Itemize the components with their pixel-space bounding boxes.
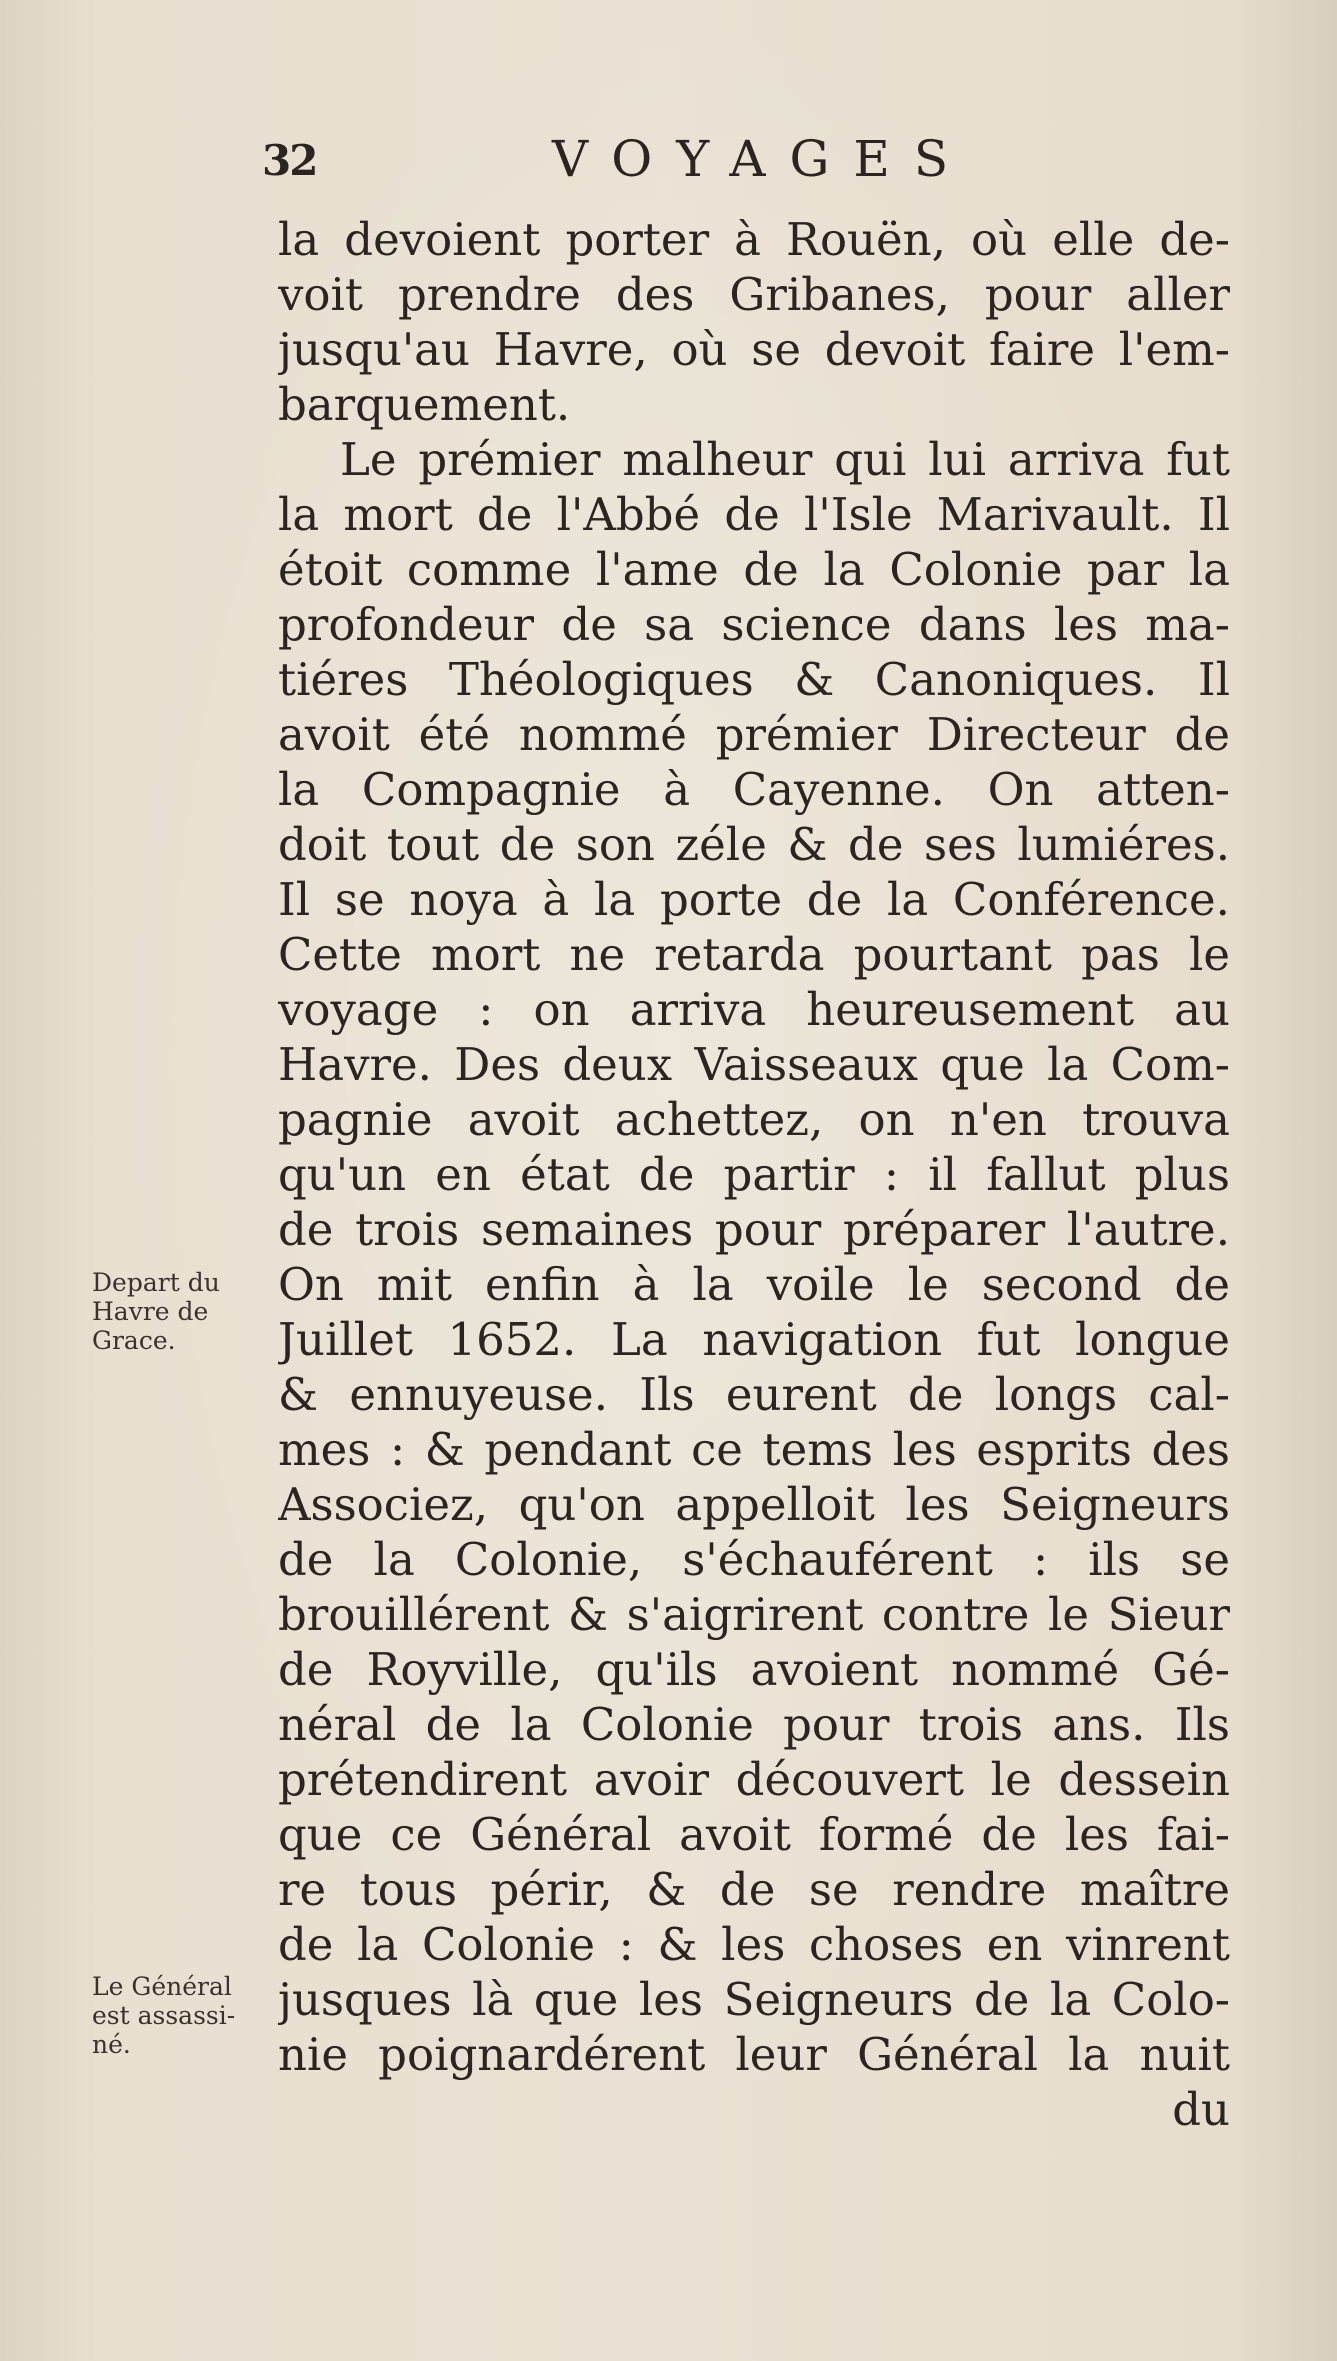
- text-line: Havre. Des deux Vaisseaux que la Com-: [278, 1038, 1230, 1091]
- running-title: VOYAGES: [552, 130, 973, 188]
- text-line: la devoient porter à Rouën, où elle de-: [278, 213, 1230, 266]
- text-line: avoit été nommé prémier Directeur de: [278, 708, 1230, 761]
- margin-note-line: Havre de: [92, 1297, 209, 1326]
- text-line: de trois semaines pour préparer l'autre.: [278, 1203, 1230, 1256]
- running-head: [262, 130, 973, 190]
- page-number: 32: [262, 136, 317, 185]
- text-line: profondeur de sa science dans les ma-: [278, 598, 1230, 651]
- text-line: tiéres Théologiques & Canoniques. Il: [278, 653, 1230, 706]
- body-text: [278, 212, 1230, 2137]
- catchword: du: [1172, 2083, 1230, 2136]
- text-line: étoit comme l'ame de la Colonie par la: [278, 543, 1230, 596]
- text-line: Juillet 1652. La navigation fut longue: [278, 1313, 1230, 1366]
- margin-note-line: Depart du: [92, 1268, 220, 1297]
- text-line: barquement.: [278, 378, 571, 431]
- text-line: voit prendre des Gribanes, pour aller: [278, 268, 1230, 321]
- text-line: jusques là que les Seigneurs de la Colo-: [278, 1973, 1230, 2026]
- text-line: Il se noya à la porte de la Conférence.: [278, 873, 1230, 926]
- margin-note-line: est assassi-: [92, 2001, 236, 2030]
- text-line: Associez, qu'on appelloit les Seigneurs: [278, 1478, 1230, 1531]
- margin-note-departure: [92, 1268, 278, 1355]
- text-line: & ennuyeuse. Ils eurent de longs cal-: [278, 1368, 1230, 1421]
- text-line: néral de la Colonie pour trois ans. Ils: [278, 1698, 1230, 1751]
- text-line: jusqu'au Havre, où se devoit faire l'em-: [278, 323, 1230, 376]
- text-line: la Compagnie à Cayenne. On atten-: [278, 763, 1230, 816]
- text-line: de la Colonie : & les choses en vinrent: [278, 1918, 1230, 1971]
- text-line: Cette mort ne retarda pourtant pas le: [278, 928, 1230, 981]
- text-line: prétendirent avoir découvert le dessein: [278, 1753, 1230, 1806]
- margin-note-line: né.: [92, 2030, 131, 2059]
- text-line: mes : & pendant ce tems les esprits des: [278, 1423, 1230, 1476]
- text-line: brouillérent & s'aigrirent contre le Sieur: [278, 1588, 1230, 1641]
- margin-note-line: Grace.: [92, 1326, 176, 1355]
- text-line: qu'un en état de partir : il fallut plus: [278, 1148, 1230, 1201]
- text-line: la mort de l'Abbé de l'Isle Marivault. Il: [278, 488, 1230, 541]
- text-line: pagnie avoit achettez, on n'en trouva: [278, 1093, 1230, 1146]
- text-line: doit tout de son zéle & de ses lumiéres.: [278, 818, 1230, 871]
- text-line: re tous périr, & de se rendre maître: [278, 1863, 1230, 1916]
- text-line: On mit enfin à la voile le second de: [278, 1258, 1230, 1311]
- text-line: de la Colonie, s'échauférent : ils se: [278, 1533, 1230, 1586]
- text-line: Le prémier malheur qui lui arriva fut: [340, 433, 1230, 486]
- text-line: voyage : on arriva heureusement au: [278, 983, 1230, 1036]
- margin-note-general: [92, 1972, 278, 2059]
- text-line: nie poignardérent leur Général la nuit: [278, 2028, 1230, 2081]
- text-line: que ce Général avoit formé de les fai-: [278, 1808, 1230, 1861]
- margin-note-line: Le Général: [92, 1972, 232, 2001]
- text-line: de Royville, qu'ils avoient nommé Gé-: [278, 1643, 1230, 1696]
